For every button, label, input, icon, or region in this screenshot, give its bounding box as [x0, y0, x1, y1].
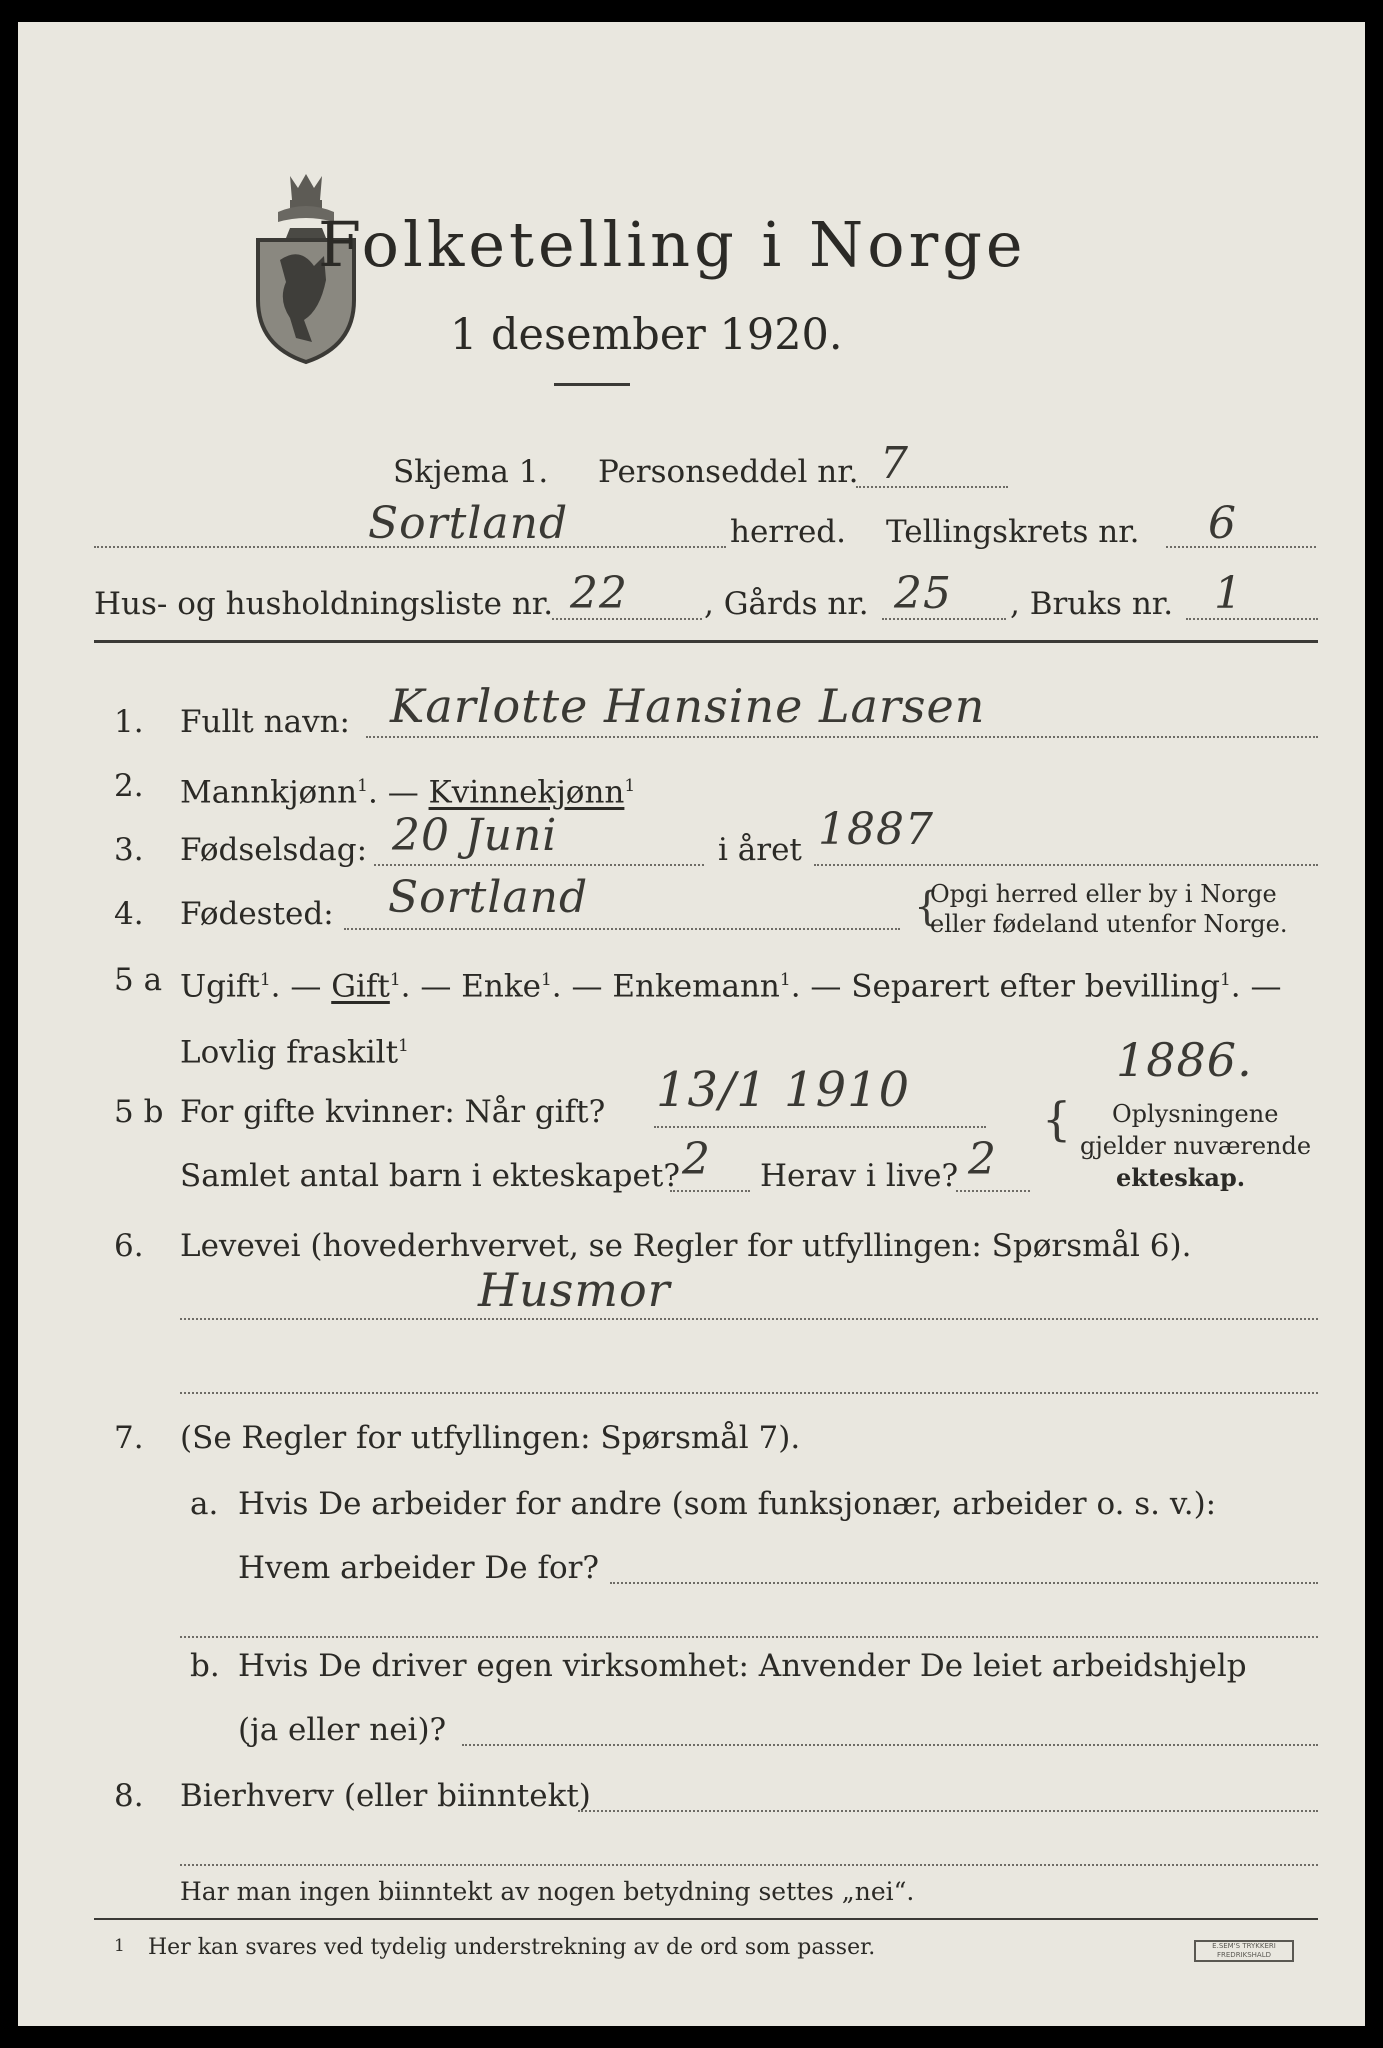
footnote-mark: 1 [540, 970, 552, 990]
gards-label: , Gårds nr. [704, 586, 869, 622]
q8-line2 [180, 1864, 1318, 1866]
q4-label: Fødested: [180, 896, 334, 932]
q5b-note-line3: ekteskap. [1116, 1163, 1246, 1192]
q5b-note-line2: gjelder nuværende [1080, 1132, 1312, 1160]
form-title: Folketelling i Norge [318, 208, 1027, 281]
footnote-mark: 1 [624, 776, 636, 796]
tellingskrets-label: Tellingskrets nr. [886, 514, 1140, 550]
printer-stamp [1194, 1940, 1294, 1962]
footnote-mark: 1 [779, 970, 791, 990]
footer-rule [94, 1918, 1318, 1920]
q6-line1 [180, 1318, 1318, 1320]
census-date: 1 desember 1920. [450, 310, 843, 360]
gender-options [180, 768, 635, 810]
q8-line1 [578, 1810, 1318, 1812]
biinntekt-note: Har man ingen biinntekt av nogen betydning settes „nei“. [180, 1877, 915, 1906]
hus-value: 22 [570, 568, 628, 619]
q7b-letter: b. [190, 1648, 220, 1684]
q4-number: 4. [114, 896, 144, 932]
q7a-letter: a. [190, 1486, 219, 1522]
full-name-value: Karlotte Hansine Larsen [390, 679, 986, 733]
personseddel-value: 7 [880, 438, 909, 489]
q7a-text2: Hvem arbeider De for? [238, 1550, 600, 1586]
q5b-line [654, 1126, 986, 1128]
q5b-label: For gifte kvinner: Når gift? [180, 1094, 606, 1130]
q5b-live-label: Herav i live? [760, 1158, 959, 1194]
status-enkemann: . — Enkemann [551, 968, 780, 1005]
q1-line [366, 736, 1318, 738]
children-alive-value: 2 [968, 1134, 997, 1185]
printer-stamp-text: E.SEM'S TRYKKERI FREDRIKSHALD [1194, 1940, 1294, 1962]
q5b-brace: { [1042, 1092, 1072, 1146]
census-form [18, 22, 1365, 2026]
status-sep: . — [270, 968, 332, 1005]
q3-label: Fødselsdag: [180, 832, 368, 868]
q8-label: Bierhverv (eller biinntekt) [180, 1778, 591, 1814]
tellingskrets-line [1166, 546, 1316, 548]
q1-number: 1. [114, 704, 144, 740]
q5b-live-line [956, 1190, 1030, 1192]
birth-year-value: 1887 [818, 804, 934, 855]
q1-label: Fullt navn: [180, 704, 350, 740]
q7b-line [462, 1744, 1318, 1746]
footnote-mark: 1 [389, 970, 401, 990]
q4-note-line2: eller fødeland utenfor Norge. [930, 910, 1288, 938]
personseddel-label: Personseddel nr. [598, 454, 859, 490]
q3-number: 3. [114, 832, 144, 868]
title-divider [554, 383, 630, 386]
status-fraskilt [180, 1028, 409, 1070]
q4-line [344, 928, 900, 930]
q7a-line1 [610, 1582, 1318, 1584]
gender-male: Mannkjønn [180, 774, 358, 811]
q7b-text2: (ja eller nei)? [238, 1712, 447, 1748]
status-enke: . — Enke [400, 968, 541, 1005]
footnote-mark: 1 [259, 970, 271, 990]
personseddel-line [856, 486, 1008, 488]
bruks-value: 1 [1214, 568, 1243, 619]
q8-number: 8. [114, 1778, 144, 1814]
footnote-mark: 1 [1219, 970, 1231, 990]
status-ugift: Ugift [180, 968, 260, 1005]
q6-label: Levevei (hovederhvervet, se Regler for utfyllingen: Spørsmål 6). [180, 1228, 1192, 1264]
q7b-text: Hvis De driver egen virksomhet: Anvender De leiet arbeidshjelp [238, 1648, 1247, 1684]
q6-line2 [180, 1392, 1318, 1394]
footnote-number: 1 [114, 1936, 125, 1956]
skjema-label: Skjema 1. [393, 454, 549, 490]
q4-brace: { [914, 884, 940, 930]
status-end: . — [1230, 968, 1282, 1005]
q7-label: (Se Regler for utfyllingen: Spørsmål 7). [180, 1420, 801, 1456]
q2-number: 2. [114, 768, 144, 804]
birthplace-value: Sortland [388, 872, 589, 923]
q7a-text: Hvis De arbeider for andre (som funksjonær, arbeider o. s. v.): [238, 1486, 1217, 1522]
q5b-barn-label: Samlet antal barn i ekteskapet? [180, 1158, 680, 1194]
herred-value: Sortland [368, 498, 569, 549]
children-count-value: 2 [682, 1134, 711, 1185]
husband-birth-year-note: 1886. [1116, 1033, 1253, 1087]
bruks-label: , Bruks nr. [1010, 586, 1174, 622]
birthday-value: 20 Juni [392, 810, 558, 861]
marriage-date-value: 13/1 1910 [656, 1062, 911, 1118]
q7-number: 7. [114, 1420, 144, 1456]
q3-year-label: i året [718, 832, 802, 868]
footnote-mark: 1 [357, 776, 368, 796]
bruks-line [1186, 618, 1318, 620]
q4-note-line1: Opgi herred eller by i Norge [930, 880, 1277, 908]
footnote-text: Her kan svares ved tydelig understrekning av de ord som passer. [148, 1935, 876, 1960]
status-separert: . — Separert efter bevilling [790, 968, 1220, 1005]
status-gift-underlined: Gift [331, 968, 390, 1005]
occupation-value: Husmor [478, 1263, 671, 1317]
q3-year-line [814, 864, 1318, 866]
q5a-number: 5 a [114, 962, 163, 998]
q5b-note-line1: Oplysningene [1112, 1100, 1279, 1128]
q3-line [374, 864, 704, 866]
q5b-number: 5 b [114, 1094, 164, 1130]
hus-label: Hus- og husholdningsliste nr. [94, 586, 554, 622]
q6-number: 6. [114, 1228, 144, 1264]
tellingskrets-value: 6 [1208, 498, 1237, 549]
gender-separator: . — [367, 774, 429, 811]
gards-value: 25 [894, 568, 952, 619]
q7a-line2 [180, 1636, 1318, 1638]
q5b-barn-line [670, 1190, 750, 1192]
header-rule [94, 640, 1318, 643]
gender-female-underlined: Kvinnekjønn [428, 774, 625, 811]
status-fraskilt-text: Lovlig fraskilt [180, 1034, 399, 1071]
footnote-mark: 1 [398, 1036, 409, 1056]
marital-status-options [180, 962, 1282, 1004]
herred-label: herred. [730, 514, 846, 550]
